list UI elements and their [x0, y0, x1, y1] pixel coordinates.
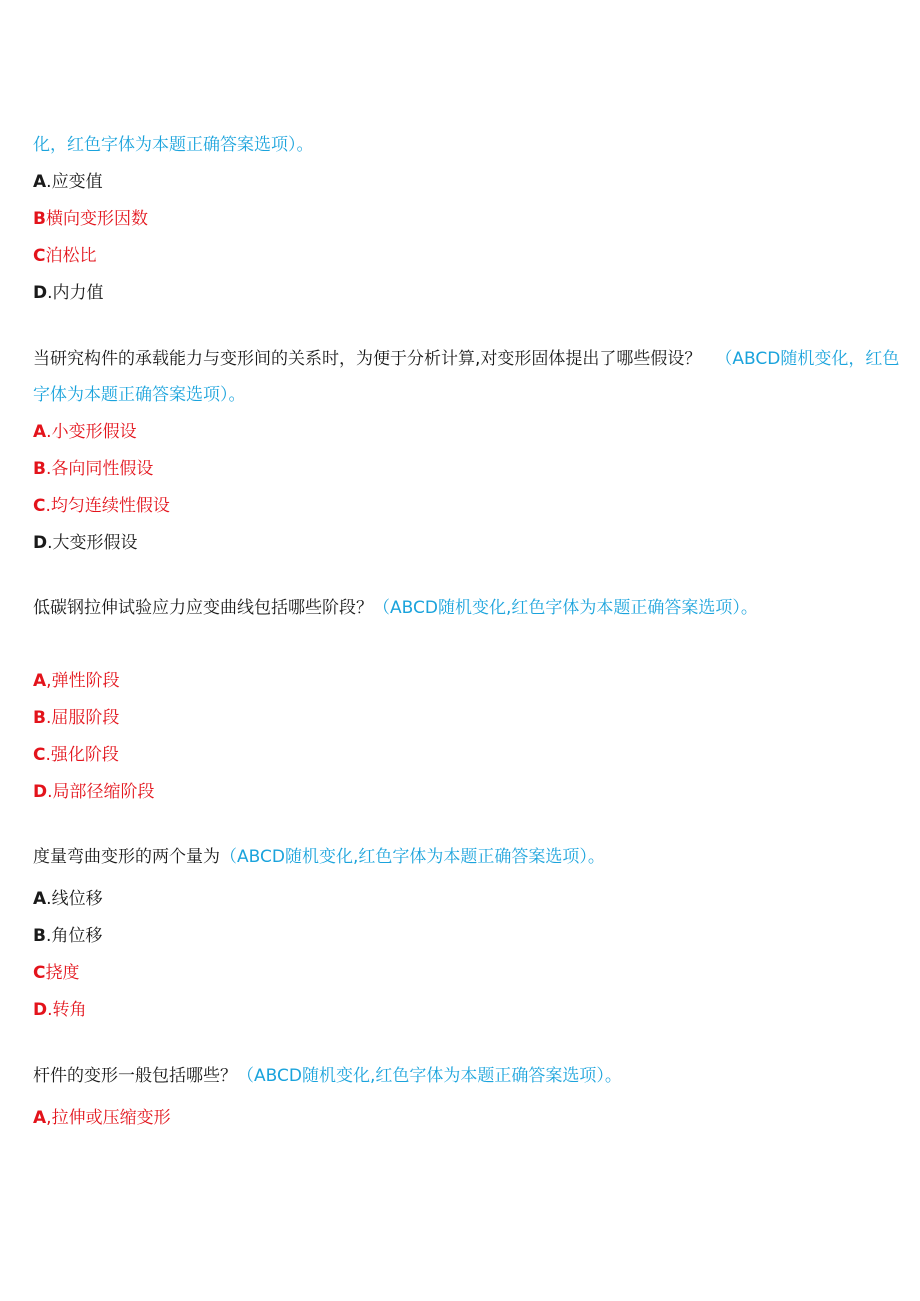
option-text: 局部径缩阶段 — [52, 782, 155, 802]
question-2-option-d — [33, 532, 138, 554]
option-separator: . — [46, 422, 52, 442]
option-letter: B — [33, 209, 46, 229]
option-separator: . — [45, 708, 52, 728]
question-3-stem — [33, 597, 758, 619]
option-letter: C — [33, 963, 46, 983]
question-2-option-c — [33, 495, 170, 517]
option-separator: , — [46, 1108, 52, 1128]
option-letter: C — [33, 246, 46, 266]
question-5-stem — [33, 1065, 622, 1087]
option-letter: D — [33, 533, 48, 553]
question-4-option-a — [33, 888, 103, 910]
question-4-option-d — [33, 999, 87, 1021]
question-1-option-c — [33, 245, 96, 267]
question-1-option-b — [33, 208, 148, 230]
question-5-option-a — [33, 1107, 171, 1129]
option-letter: A — [33, 172, 47, 192]
question-1-note — [33, 134, 314, 156]
question-text: 度量弯曲变形的两个量为 — [33, 847, 220, 867]
option-text: 均匀连续性假设 — [50, 496, 170, 516]
option-letter: C — [33, 745, 46, 765]
option-separator: . — [47, 533, 53, 553]
question-2-option-b — [33, 458, 153, 480]
note-text: 字体为本题正确答案选项）。 — [33, 385, 246, 405]
option-text: 角位移 — [51, 926, 103, 946]
question-3-option-d — [33, 781, 155, 803]
option-text: 拉伸或压缩变形 — [51, 1108, 171, 1128]
option-text: 内力值 — [52, 283, 104, 303]
question-note: （ABCD随机变化,红色字体为本题正确答案选项）。 — [237, 1066, 622, 1086]
option-separator: . — [47, 283, 53, 303]
question-2-note-continuation — [33, 384, 246, 406]
question-note: （ABCD随机变化,红色字体为本题正确答案选项）。 — [220, 847, 605, 867]
question-note: （ABCD随机变化,红色字体为本题正确答案选项）。 — [373, 598, 758, 618]
option-text: 屈服阶段 — [51, 708, 120, 728]
option-separator: . — [46, 889, 52, 909]
question-1-option-a — [33, 171, 103, 193]
option-text: 大变形假设 — [52, 533, 138, 553]
option-separator: . — [45, 745, 51, 765]
option-separator: . — [47, 782, 53, 802]
option-separator: . — [45, 496, 51, 516]
option-letter: D — [33, 1000, 48, 1020]
question-2-stem — [33, 348, 899, 370]
option-letter: A — [33, 889, 47, 909]
option-letter: B — [33, 459, 46, 479]
option-text: 小变形假设 — [51, 422, 137, 442]
option-text: 应变值 — [51, 172, 103, 192]
question-text: 当研究构件的承载能力与变形间的关系时，为便于分析计算,对变形固体提出了哪些假设？ — [33, 349, 702, 369]
option-text: 泊松比 — [45, 246, 97, 266]
option-text: 各向同性假设 — [51, 459, 154, 479]
option-letter: A — [33, 1108, 47, 1128]
option-separator: . — [46, 172, 52, 192]
option-letter: C — [33, 496, 46, 516]
option-separator: . — [47, 1000, 53, 1020]
option-separator: . — [45, 926, 52, 946]
question-3-option-c — [33, 744, 119, 766]
question-3-option-a — [33, 670, 120, 692]
question-note: （ABCD随机变化，红色 — [715, 349, 900, 369]
option-letter: A — [33, 671, 47, 691]
option-letter: D — [33, 782, 48, 802]
option-text: 横向变形因数 — [45, 209, 148, 229]
question-2-option-a — [33, 421, 137, 443]
option-separator: . — [45, 459, 52, 479]
option-letter: D — [33, 283, 48, 303]
question-text: 低碳钢拉伸试验应力应变曲线包括哪些阶段？ — [33, 598, 373, 618]
question-3-option-b — [33, 707, 119, 729]
option-separator: , — [46, 671, 52, 691]
question-4-option-b — [33, 925, 102, 947]
question-4-stem — [33, 846, 605, 868]
option-text: 线位移 — [51, 889, 103, 909]
option-letter: B — [33, 708, 46, 728]
option-text: 强化阶段 — [50, 745, 119, 765]
note-text: 化，红色字体为本题正确答案选项）。 — [33, 135, 314, 155]
option-text: 转角 — [52, 1000, 87, 1020]
question-text: 杆件的变形一般包括哪些？ — [33, 1066, 237, 1086]
option-text: 弹性阶段 — [51, 671, 120, 691]
option-text: 挠度 — [45, 963, 80, 983]
option-letter: A — [33, 422, 47, 442]
option-letter: B — [33, 926, 46, 946]
question-4-option-c — [33, 962, 79, 984]
question-1-option-d — [33, 282, 104, 304]
